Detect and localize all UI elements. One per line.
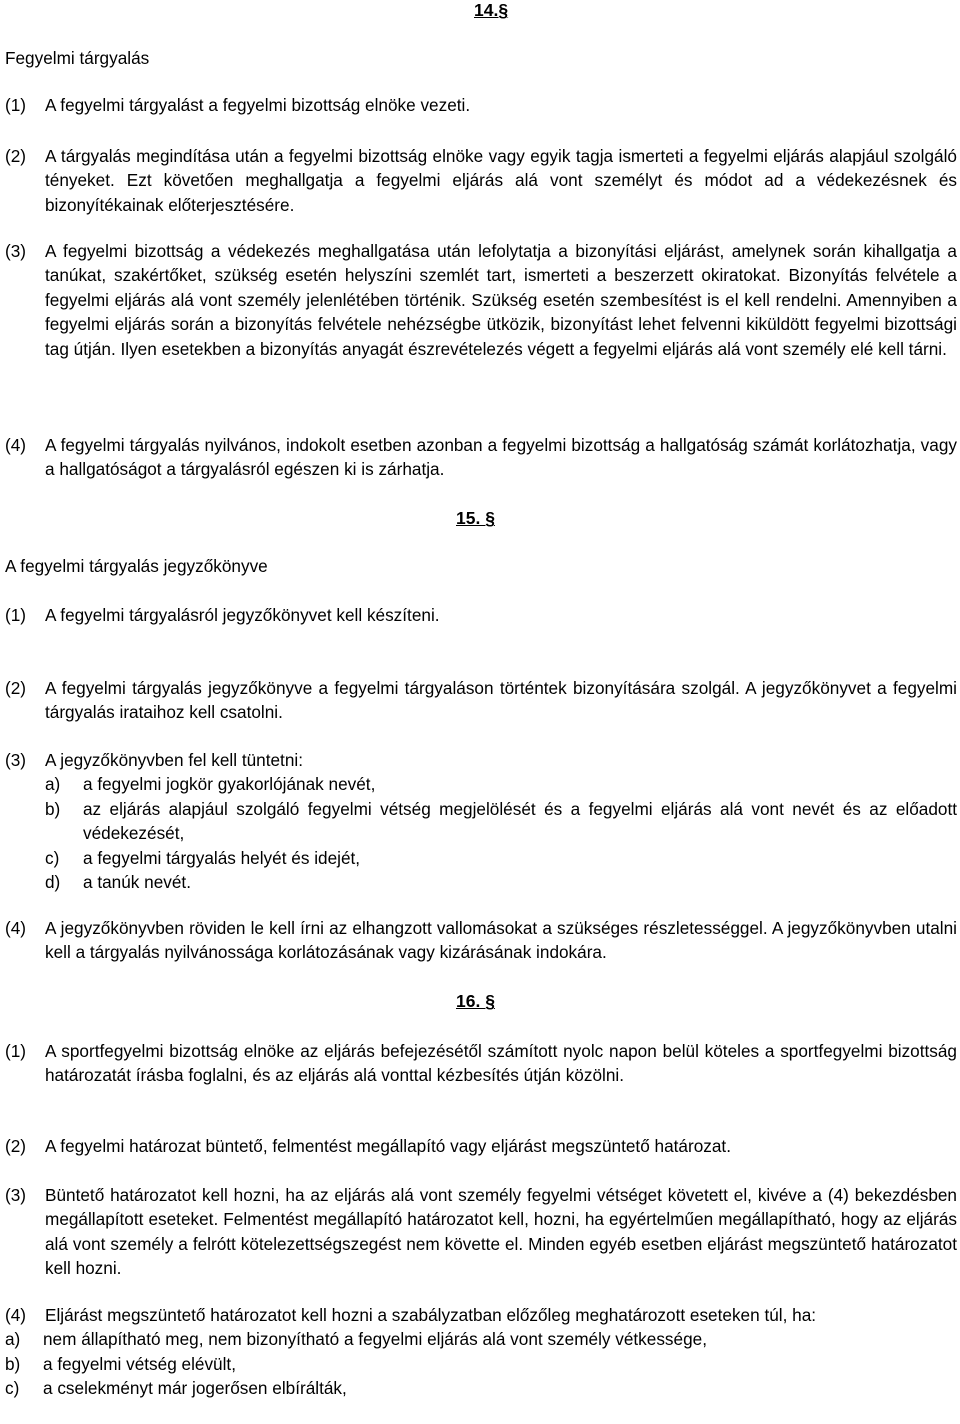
- list-item-text: a fegyelmi vétség elévült,: [43, 1353, 236, 1374]
- paragraph-text: A fegyelmi tárgyalásról jegyzőkönyvet kell készíteni.: [45, 605, 440, 625]
- list-item: [5, 1376, 957, 1400]
- paragraph-number: (4): [5, 435, 27, 455]
- paragraph-number: (3): [5, 241, 27, 261]
- list-item-label: a): [45, 774, 61, 795]
- list-item-label: a): [5, 1329, 21, 1350]
- list-item-text: a fegyelmi jogkör gyakorlójának nevét,: [83, 774, 376, 795]
- paragraph: [5, 144, 957, 217]
- list-item-text: a tanúk nevét.: [83, 872, 191, 893]
- paragraph-number: (2): [5, 146, 27, 166]
- list-item-text: nem állapítható meg, nem bizonyítható a fegyelmi eljárás alá vont személy vétkessége,: [43, 1329, 707, 1350]
- section-title: Fegyelmi tárgyalás: [5, 48, 150, 68]
- paragraph-number: (1): [5, 1041, 27, 1061]
- paragraph-text: A jegyzőkönyvben fel kell tüntetni:: [45, 750, 303, 770]
- paragraph: [5, 748, 957, 894]
- paragraph-text: A tárgyalás megindítása után a fegyelmi bizottság elnöke vagy egyik tagja ismerteti a fegyelmi eljárás alapjául szolgáló tényeket. Ezt követően meghallgatja a fegyelmi eljárás alá vont személyt és módot ad a védekezésnek és bizonyítékainak előterjesztésére.: [45, 146, 957, 215]
- list-item: [45, 870, 957, 894]
- paragraph: [5, 433, 957, 482]
- list-item-label: b): [45, 798, 61, 819]
- section-number: 14.§: [474, 0, 509, 20]
- paragraph-text: Eljárást megszüntető határozatot kell hozni a szabályzatban előzőleg meghatározott eseteken túl, ha:: [45, 1305, 817, 1325]
- paragraph-number: (2): [5, 1136, 27, 1156]
- item-list: [5, 1327, 957, 1400]
- section-title: A fegyelmi tárgyalás jegyzőkönyve: [5, 556, 268, 576]
- paragraph-number: (4): [5, 1305, 27, 1325]
- section-number: 16. §: [456, 991, 495, 1011]
- paragraph-number: (3): [5, 1185, 27, 1205]
- paragraph: [5, 676, 957, 725]
- list-item: [5, 1327, 957, 1351]
- paragraph: [5, 1303, 957, 1401]
- list-item: [5, 1352, 957, 1376]
- list-item-label: c): [5, 1378, 20, 1399]
- list-item-text: az eljárás alapjául szolgáló fegyelmi vétség megjelölését és a fegyelmi eljárás alá vont nevét és az előadott védekezését,: [83, 798, 957, 844]
- list-item-label: d): [45, 872, 61, 893]
- list-item-label: c): [45, 847, 60, 868]
- paragraph-text: A fegyelmi tárgyalás nyilvános, indokolt esetben azonban a fegyelmi bizottság a hallgatóság számát korlátozhatja, vagy a hallgatóságot a tárgyalásról egészen ki is zárhatja.: [45, 435, 957, 480]
- paragraph-text: A jegyzőkönyvben röviden le kell írni az elhangzott vallomásokat a szükséges részletességgel. A jegyzőkönyvben utalni kell a tárgyalás nyilvánossága korlátozásának vagy kizárásának indokára.: [45, 918, 957, 963]
- paragraph: [5, 239, 957, 361]
- paragraph-number: (1): [5, 95, 27, 115]
- item-list: [45, 772, 957, 894]
- paragraph: [5, 1183, 957, 1281]
- paragraph-number: (3): [5, 750, 27, 770]
- paragraph-text: Büntető határozatot kell hozni, ha az eljárás alá vont személy fegyelmi vétséget követett el, kivéve a (4) bekezdésben megállapított eseteket. Felmentést megállapító határozatot kell, hozni, ha egyértelműen megállapítható, hogy az eljárás alá vont személy a felrótt kötelezettségszegést nem követte el. Minden egyéb esetben eljárást megszüntető határozatot kell hozni.: [45, 1185, 957, 1279]
- section-number: 15. §: [456, 508, 495, 528]
- paragraph: [5, 1039, 957, 1088]
- paragraph: [5, 916, 957, 965]
- paragraph-text: A fegyelmi bizottság a védekezés meghallgatása után lefolytatja a bizonyítási eljárást, amelynek során kihallgatja a tanúkat, szakértőket, szükség esetén helyszíni szemlét tart, ismerteti a beszerzett okiratokat. Bizonyítás felvétele a fegyelmi eljárás alá vont személy jelenlétében történik. Szükség esetén szembesítést is el kell rendelni. Amennyiben a fegyelmi eljárás során a bizonyítás felvétele nehézségbe ütközik, bizonyítást lehet felvenni kiküldött fegyelmi bizottsági tag útján. Ilyen esetekben a bizonyítás anyagát észrevételezés végett a fegyelmi eljárás alá vont személy elé kell tárni.: [45, 241, 957, 359]
- paragraph: [5, 603, 957, 627]
- paragraph-text: A fegyelmi tárgyalás jegyzőkönyve a fegyelmi tárgyaláson történtek bizonyítására szolgál. A jegyzőkönyvet a fegyelmi tárgyalás irataihoz kell csatolni.: [45, 678, 957, 723]
- paragraph: [5, 1134, 957, 1158]
- paragraph: [5, 93, 957, 117]
- list-item-text: a fegyelmi tárgyalás helyét és idejét,: [83, 847, 361, 868]
- list-item: [45, 797, 957, 846]
- paragraph-number: (2): [5, 678, 27, 698]
- list-item: [45, 772, 957, 796]
- paragraph-text: A fegyelmi tárgyalást a fegyelmi bizottság elnöke vezeti.: [45, 95, 471, 115]
- paragraph-number: (1): [5, 605, 27, 625]
- paragraph-text: A sportfegyelmi bizottság elnöke az eljárás befejezésétől számított nyolc napon belül köteles a sportfegyelmi bizottság határozatát írásba foglalni, és az eljárás alá vonttal kézbesítés útján közölni.: [45, 1041, 957, 1086]
- paragraph-text: A fegyelmi határozat büntető, felmentést megállapító vagy eljárást megszüntető határozat.: [45, 1136, 731, 1156]
- list-item-label: b): [5, 1353, 21, 1374]
- list-item-text: a cselekményt már jogerősen elbírálták,: [43, 1378, 347, 1399]
- paragraph-number: (4): [5, 918, 27, 938]
- list-item: [45, 846, 957, 870]
